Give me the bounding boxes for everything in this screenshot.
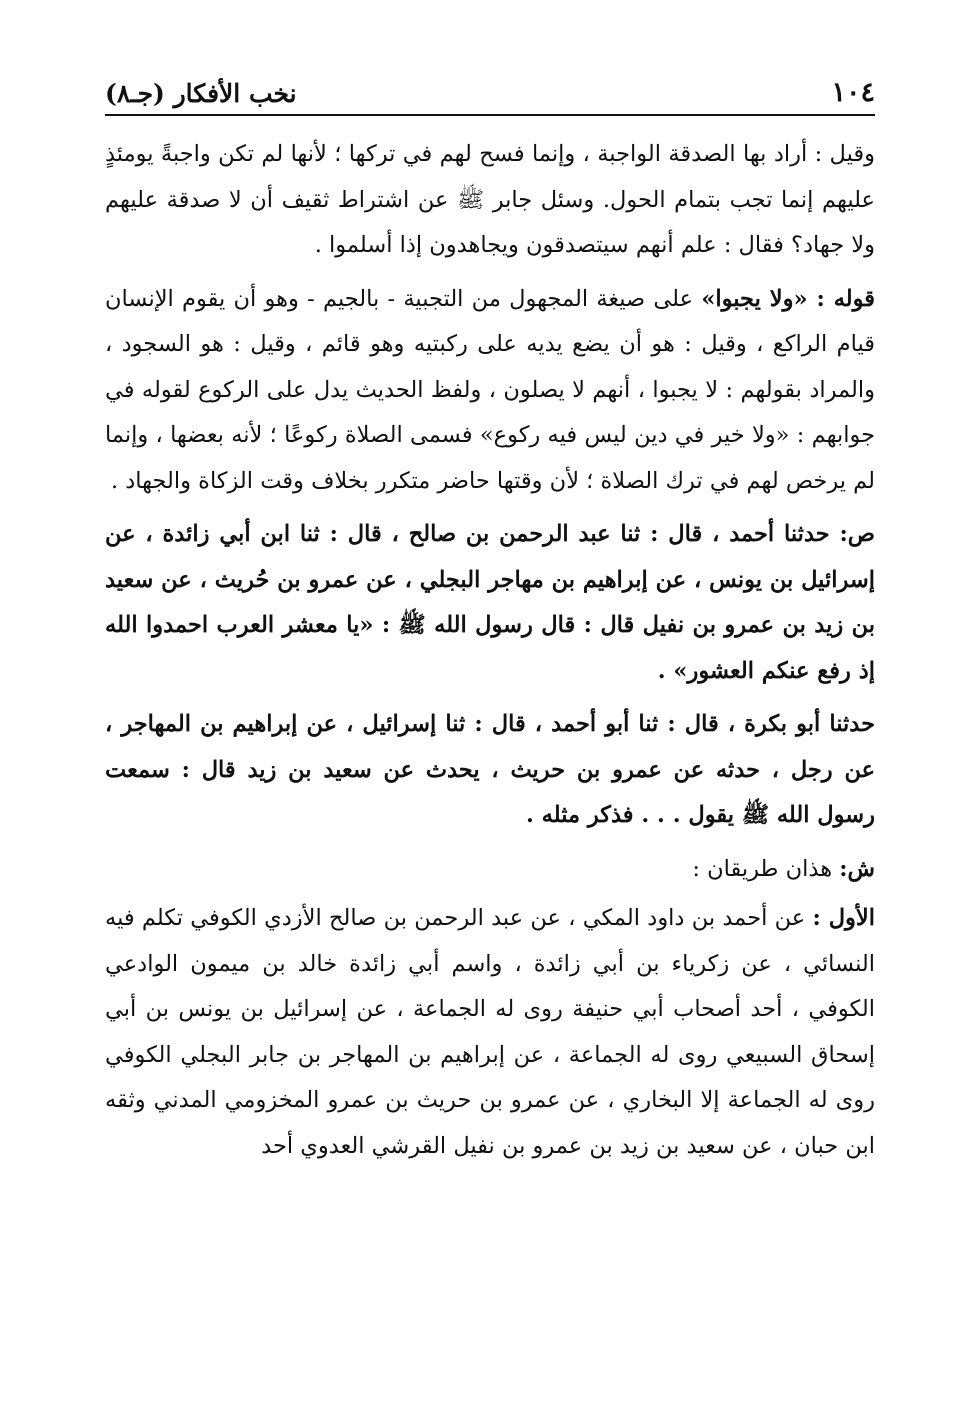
paragraph-5-label: ش: xyxy=(839,855,875,882)
paragraph-6-text: عن أحمد بن داود المكي ، عن عبد الرحمن بن صالح الأزدي الكوفي تكلم فيه النسائي ، عن زكرياء بن أبي زائدة ، واسم أبي زائدة خالد بن ميمون الوادعي الكوفي ، أحد أصحاب أبي حنيفة روى له الجماعة ، عن إسرائيل بن يونس بن أبي إسحاق السبيعي روى له الجماعة ، عن إبراهيم بن المهاجر بن جابر البجلي الكوفي روى له الجماعة إلا البخاري ، عن عمرو بن حريث بن عمرو المخزومي المدني وثقه ابن حبان ، عن سعيد بن زيد بن عمرو بن نفيل القرشي العدوي أحد xyxy=(105,905,875,1159)
paragraph-1 xyxy=(105,132,875,269)
paragraph-2 xyxy=(105,277,875,505)
page-body xyxy=(105,132,875,1169)
paragraph-6-label: الأول : xyxy=(812,905,875,931)
paragraph-5 xyxy=(105,847,875,893)
page-header xyxy=(105,66,875,116)
paragraph-5-text: هذان طريقان : xyxy=(692,855,840,882)
paragraph-3-label: ص: xyxy=(839,521,875,547)
paragraph-2-label: قوله : «ولا يجبوا» xyxy=(701,285,875,312)
paragraph-3 xyxy=(105,512,875,694)
paragraph-3-text: حدثنا أحمد ، قال : ثنا عبد الرحمن بن صالح ، قال : ثنا ابن أبي زائدة ، عن إسرائيل بن يونس ، عن إبراهيم بن مهاجر البجلي ، عن عمرو بن حُريث ، عن سعيد بن زيد بن عمرو بن نفيل قال : قال رسول الله ﷺ : «يا معشر العرب احمدوا الله إذ رفع عنكم العشور» . xyxy=(105,521,875,684)
paragraph-1-text: وقيل : أراد بها الصدقة الواجبة ، وإنما فسح لهم في تركها ؛ لأنها لم تكن واجبةً يومئذٍ عليهم إنما تجب بتمام الحول. وسئل جابر ﷺ عن اشتراط ثقيف أن لا صدقة عليهم ولا جهاد؟ فقال : علم أنهم سيتصدقون ويجاهدون إذا أسلموا . xyxy=(105,141,875,258)
paragraph-4 xyxy=(105,702,875,839)
paragraph-2-text: على صيغة المجهول من التجبية - بالجيم - وهو أن يقوم الإنسان قيام الراكع ، وقيل : هو أن يضع يديه على ركبتيه وهو قائم ، وقيل : هو السجود ، والمراد بقولهم : لا يجبوا ، أنهم لا يصلون ، ولفظ الحديث يدل على الركوع لقوله في جوابهم : «ولا خير في دين ليس فيه ركوع» فسمى الصلاة ركوعًا ؛ لأنه بعضها ، وإنما لم يرخص لهم في ترك الصلاة ؛ لأن وقتها حاضر متكرر بخلاف وقت الزكاة والجهاد . xyxy=(105,285,875,494)
paragraph-4-text: حدثنا أبو بكرة ، قال : ثنا أبو أحمد ، قال : ثنا إسرائيل ، عن إبراهيم بن المهاجر ، عن رجل ، حدثه عن عمرو بن حريث ، يحدث عن سعيد بن زيد قال : سمعت رسول الله ﷺ يقول . . . فذكر مثله . xyxy=(105,711,875,828)
book-title: نخب الأفكار (جـ٨) xyxy=(105,79,297,108)
paragraph-6 xyxy=(105,896,875,1169)
page-number: ١٠٤ xyxy=(831,77,875,108)
